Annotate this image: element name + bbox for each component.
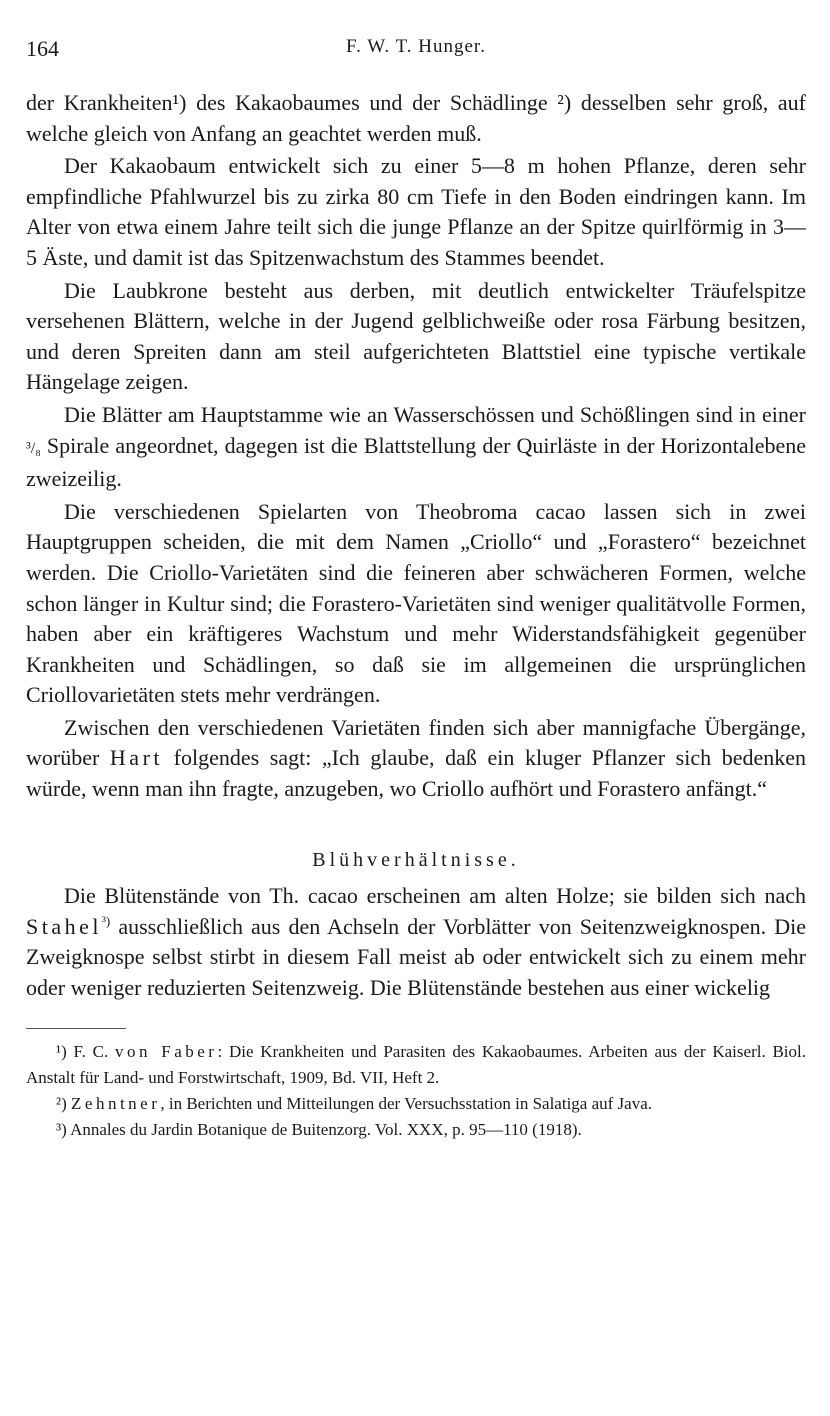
page-number: 164 <box>26 36 59 61</box>
footnote-rule <box>26 1028 126 1029</box>
footnotes <box>26 1039 806 1143</box>
paragraph-1: der Krankheiten¹) des Kakaobaumes und der Schädlinge ²) desselben sehr groß, auf welche gleich von Anfang an geachtet werden muß. <box>26 90 806 146</box>
paragraph-4-text-a: Die Blätter am Hauptstamme wie an Wasserschössen und Schößlingen sind in einer <box>64 401 806 427</box>
footnote-1 <box>26 1039 806 1091</box>
paragraph-6-text-b: folgendes sagt: „Ich glaube, daß ein kluger Pflanzer sich bedenken würde, wenn man ihn fragte, anzugeben, wo Criollo aufhört und Forastero anfängt.“ <box>26 745 807 802</box>
footnote-2-mark: ²) <box>56 1093 67 1113</box>
fraction: ³/₈ <box>26 439 41 457</box>
footnote-3 <box>26 1117 806 1143</box>
footnote-1-author: von Faber <box>115 1041 218 1061</box>
paragraph-6 <box>26 713 806 805</box>
body-text <box>26 88 806 1004</box>
paragraph-4-text-b: Spirale angeordnet, dagegen ist die Blattstellung der Quirläste in der Horizontalebene zweizeilig. <box>26 432 806 492</box>
paragraph-5: Die verschiedenen Spielarten von Theobroma cacao lassen sich in zwei Hauptgruppen scheiden, die mit dem Namen „Criollo“ und „Forastero“ bezeichnet werden. Die Criollo-Varietäten sind die feineren aber schwächeren Formen, welche schon länger in Kultur sind; die Forastero-Varietäten sind weniger qualitätvolle Formen, haben aber ein kräftigeres Wachstum und mehr Widerstandsfähigkeit gegenüber Krankheiten und Schädlingen, so daß sie im allgemeinen die ursprünglichen Criollovarietäten stets mehr verdrängen. <box>26 498 806 708</box>
footnote-1-mark: ¹) <box>56 1041 67 1061</box>
author-name-stahel: Stahel <box>26 913 102 939</box>
section-paragraph-1 <box>26 881 806 1003</box>
footnote-1-text: : Die Krankheiten und Parasiten des Kakaobaumes. Arbeiten aus der Kaiserl. Biol. Anstalt für Land- und Forstwirtschaft, 1909, Bd. VII, Heft 2. <box>26 1041 806 1087</box>
footnote-2-author: Zehntner <box>71 1093 161 1113</box>
section-paragraph-text-a: Die Blütenstände von Th. cacao erscheinen am alten Holze; sie bilden sich nach <box>64 883 806 909</box>
paragraph-6-text-a: Zwischen den verschiedenen Varietäten finden sich aber mannigfache Übergänge, worüber <box>26 714 806 771</box>
footnote-3-text: Annales du Jardin Botanique de Buitenzorg. Vol. XXX, p. 95—110 (1918). <box>70 1119 582 1139</box>
page-header <box>26 30 806 66</box>
paragraph-2: Der Kakaobaum entwickelt sich zu einer 5—8 m hohen Pflanze, deren sehr empfindliche Pfahlwurzel bis zu zirka 80 cm Tiefe in den Boden eindringen kann. Im Alter von etwa einem Jahre teilt sich die junge Pflanze an der Spitze quirlförmig in 3—5 Äste, und damit ist das Spitzenwachstum des Stammes beendet. <box>26 153 806 270</box>
footnote-ref-3: ³) <box>102 913 111 929</box>
footnote-2-text: , in Berichten und Mitteilungen der Versuchsstation in Salatiga auf Java. <box>160 1093 653 1113</box>
footnote-1-initials: F. C. <box>73 1041 109 1061</box>
section-paragraph-text-b: ausschließlich aus den Achseln der Vorblätter von Seitenzweigknospen. Die Zweigknospe selbst stirbt in diesem Fall meist ab oder entwickelt sich zu einem mehr oder weniger reduzierten Seitenzweig. Die Blütenstände bestehen aus einer wickelig <box>26 913 806 1001</box>
page <box>26 30 806 1143</box>
paragraph-3: Die Laubkrone besteht aus derben, mit deutlich entwickelter Träufelspitze versehenen Blättern, welche in der Jugend gelblichweiße oder rosa Färbung besitzen, und deren Spreiten dann am steil aufgerichteten Blattstiel eine typische vertikale Hängelage zeigen. <box>26 277 806 395</box>
author-name-hart: Hart <box>109 745 164 771</box>
paragraph-4 <box>26 400 806 495</box>
running-head: F. W. T. Hunger. <box>346 36 486 57</box>
section-heading: Blühverhältnisse. <box>312 848 520 871</box>
footnote-3-mark: ³) <box>56 1119 67 1139</box>
footnote-2 <box>26 1091 806 1117</box>
